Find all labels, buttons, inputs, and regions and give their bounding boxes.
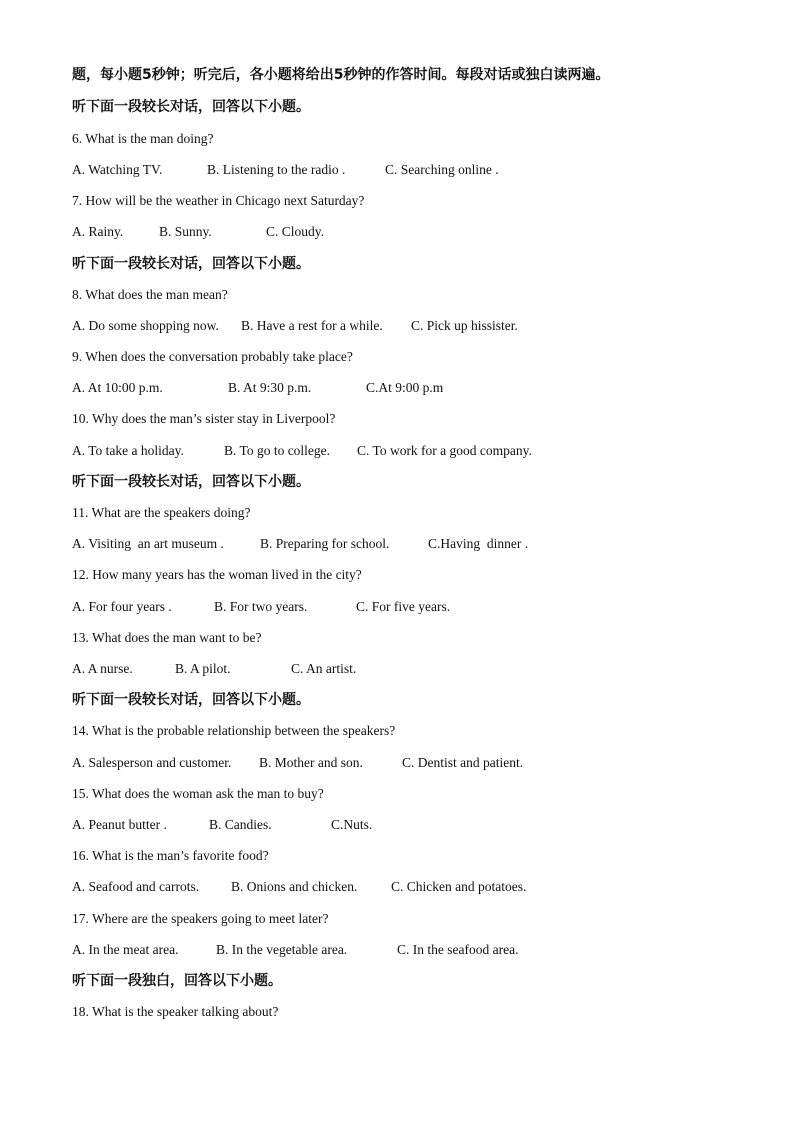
section-heading: 听下面一段较长对话，回答以下小题。: [72, 692, 310, 708]
option-17c: C. In the seafood area.: [397, 942, 519, 957]
option-12a: A. For four years .: [72, 599, 172, 614]
option-11c: C.Having dinner .: [428, 536, 529, 551]
option-9a: A. At 10:00 p.m.: [72, 380, 163, 395]
question-7: 7. How will be the weather in Chicago next Saturday?: [72, 193, 365, 208]
question-9: 9. When does the conversation probably take place?: [72, 349, 353, 364]
question-6: 6. What is the man doing?: [72, 131, 214, 146]
question-12: 12. How many years has the woman lived in the city?: [72, 567, 362, 582]
option-17a: A. In the meat area.: [72, 942, 179, 957]
option-7b: B. Sunny.: [159, 224, 212, 239]
section-heading: 听下面一段较长对话，回答以下小题。: [72, 256, 310, 272]
section-heading: 听下面一段较长对话，回答以下小题。: [72, 99, 310, 115]
option-16b: B. Onions and chicken.: [231, 879, 358, 894]
option-11b: B. Preparing for school.: [260, 536, 390, 551]
question-11: 11. What are the speakers doing?: [72, 505, 251, 520]
option-13b: B. A pilot.: [175, 661, 231, 676]
option-13c: C. An artist.: [291, 661, 357, 676]
intro-line: 题，每小题5秒钟；听完后，各小题将给出5秒钟的作答时间。每段对话或独白读两遍。: [72, 67, 610, 83]
question-17: 17. Where are the speakers going to meet later?: [72, 911, 329, 926]
option-12b: B. For two years.: [214, 599, 308, 614]
option-9c: C.At 9:00 p.m: [366, 380, 444, 395]
option-15b: B. Candies.: [209, 817, 272, 832]
section-heading: 听下面一段独白，回答以下小题。: [72, 973, 282, 989]
option-10b: B. To go to college.: [224, 443, 331, 458]
section-heading: 听下面一段较长对话，回答以下小题。: [72, 474, 310, 490]
option-12c: C. For five years.: [356, 599, 451, 614]
option-13a: A. A nurse.: [72, 661, 133, 676]
option-17b: B. In the vegetable area.: [216, 942, 348, 957]
option-7a: A. Rainy.: [72, 224, 124, 239]
question-13: 13. What does the man want to be?: [72, 630, 262, 645]
option-8c: C. Pick up hissister.: [411, 318, 518, 333]
option-10c: C. To work for a good company.: [357, 443, 532, 458]
option-16c: C. Chicken and potatoes.: [391, 879, 527, 894]
option-15c: C.Nuts.: [331, 817, 373, 832]
option-6b: B. Listening to the radio .: [207, 162, 346, 177]
option-11a: A. Visiting an art museum .: [72, 536, 224, 551]
question-10: 10. Why does the man’s sister stay in Liverpool?: [72, 411, 336, 426]
option-8b: B. Have a rest for a while.: [241, 318, 383, 333]
question-14: 14. What is the probable relationship between the speakers?: [72, 723, 396, 738]
option-10a: A. To take a holiday.: [72, 443, 184, 458]
option-15a: A. Peanut butter .: [72, 817, 167, 832]
option-8a: A. Do some shopping now.: [72, 318, 219, 333]
question-15: 15. What does the woman ask the man to buy?: [72, 786, 324, 801]
option-16a: A. Seafood and carrots.: [72, 879, 200, 894]
question-16: 16. What is the man’s favorite food?: [72, 848, 269, 863]
option-6c: C. Searching online .: [385, 162, 499, 177]
option-9b: B. At 9:30 p.m.: [228, 380, 312, 395]
question-18: 18. What is the speaker talking about?: [72, 1004, 279, 1019]
option-14c: C. Dentist and patient.: [402, 755, 524, 770]
option-14b: B. Mother and son.: [259, 755, 363, 770]
option-14a: A. Salesperson and customer.: [72, 755, 232, 770]
question-8: 8. What does the man mean?: [72, 287, 228, 302]
option-7c: C. Cloudy.: [266, 224, 325, 239]
option-6a: A. Watching TV.: [72, 162, 163, 177]
